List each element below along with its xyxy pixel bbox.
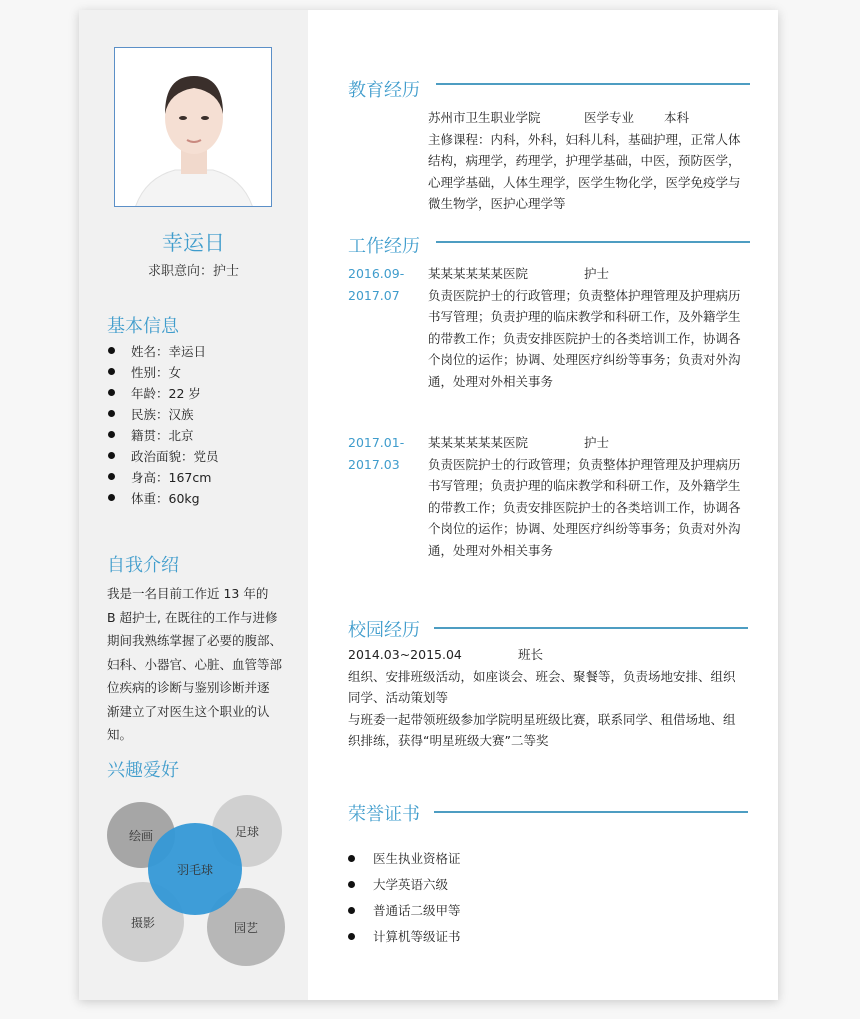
basic-info-item: 身高：167cm (107, 466, 219, 487)
honor-item: 医生执业资格证 (348, 845, 461, 871)
hobby-bubble-gardening: 园艺 (207, 888, 285, 966)
bullet-icon (348, 855, 355, 862)
basic-info-item: 体重：60kg (107, 487, 219, 508)
basic-info-item: 籍贯：北京 (107, 424, 219, 445)
school-name: 苏州市卫生职业学院 (428, 110, 541, 125)
basic-info-item: 年龄：22 岁 (107, 382, 219, 403)
work-org: 某某某某某某医院 (428, 266, 529, 281)
bullet-icon (108, 368, 115, 375)
bullet-icon (108, 389, 115, 396)
honors-title: 荣誉证书 (348, 800, 420, 826)
bullet-icon (348, 907, 355, 914)
job-intent: 求职意向：护士 (147, 264, 239, 279)
bullet-icon (108, 452, 115, 459)
basic-info-item: 民族：汉族 (107, 403, 219, 424)
bullet-icon (108, 347, 115, 354)
bullet-icon (348, 881, 355, 888)
work-entry: 某某某某某某医院 护士 负责医院护士的行政管理；负责整体护理管理及护理病历 书写管理；负责护理的临床教学和科研工作，及外籍学生 的带教工作；负责安排医院护士的各类培训工作，协调各 个岗位的运作；协调、处理医疗纠纷等事务；负责对外沟 通，处理对外相关事务 (428, 263, 758, 392)
honor-item: 普通话二级甲等 (348, 897, 461, 923)
major: 医学专业 (584, 110, 635, 125)
hobby-bubble-badminton: 羽毛球 (148, 823, 242, 915)
hobby-bubble-photography: 摄影 (102, 882, 184, 962)
work-date: 2017.01- 2017.03 (348, 435, 405, 472)
section-divider (434, 627, 748, 629)
portrait-icon (115, 48, 272, 207)
work-title: 工作经历 (348, 232, 420, 258)
hobby-bubble-painting: 绘画 (107, 802, 175, 868)
sidebar (79, 10, 308, 1000)
basic-info-item: 姓名：幸运日 (107, 340, 219, 361)
campus-block: 2014.03~2015.04 班长 组织、安排班级活动，如座谈会、班会、聚餐等，负责场地安排、组织 同学、活动策划等 与班委一起带领班级参加学院明星班级比赛，联系同学、租借场地、组 织排练，获得“明星班级大赛”二等奖 (348, 644, 768, 752)
honors-list (348, 845, 461, 949)
honor-item: 计算机等级证书 (348, 923, 461, 949)
basic-info-title: 基本信息 (107, 316, 179, 337)
profile-photo (114, 47, 272, 207)
bullet-icon (108, 473, 115, 480)
resume-page (79, 10, 778, 1000)
bullet-icon (108, 431, 115, 438)
education-title: 教育经历 (348, 76, 420, 102)
main-content (308, 10, 778, 1000)
work-date: 2016.09- 2017.07 (348, 266, 405, 303)
basic-info-list (107, 340, 219, 508)
work-role: 护士 (584, 435, 610, 450)
bullet-icon (108, 410, 115, 417)
hobby-bubble-football: 足球 (212, 795, 282, 867)
hobbies-bubble-chart (79, 780, 308, 980)
self-intro-title: 自我介绍 (107, 555, 179, 576)
basic-info-item: 性别：女 (107, 361, 219, 382)
basic-info-item: 政治面貌：党员 (107, 445, 219, 466)
education-header (428, 107, 758, 129)
work-org: 某某某某某某医院 (428, 435, 529, 450)
campus-period: 2014.03~2015.04 (348, 647, 462, 662)
education-block: 苏州市卫生职业学院 医学专业 本科 主修课程：内科，外科，妇科儿科，基础护理，正常人体 结构，病理学，药理学，护理学基础，中医，预防医学， 心理学基础，人体生理学，医学生物化学，医学免疫学与 微生物学，医护心理学等 (428, 107, 758, 215)
section-divider (436, 83, 750, 85)
campus-title: 校园经历 (348, 616, 420, 642)
campus-role: 班长 (518, 647, 544, 662)
work-entry: 某某某某某某医院 护士 负责医院护士的行政管理；负责整体护理管理及护理病历 书写管理；负责护理的临床教学和科研工作，及外籍学生 的带教工作；负责安排医院护士的各类培训工作，协调各 个岗位的运作；协调、处理医疗纠纷等事务；负责对外沟 通，处理对外相关事务 (428, 432, 758, 561)
bullet-icon (348, 933, 355, 940)
work-role: 护士 (584, 266, 610, 281)
candidate-name: 幸运日 (162, 231, 225, 255)
hobbies-title: 兴趣爱好 (107, 760, 179, 781)
bullet-icon (108, 494, 115, 501)
section-divider (434, 811, 748, 813)
self-intro-text: 我是一名目前工作近 13 年的 B 超护士, 在既往的工作与进修 期间我熟练掌握了必要的腹部、 妇科、小器官、心脏、血管等部 位疾病的诊断与鉴别诊断并逐 渐建立了对医生这个职业的认 知。 (107, 586, 283, 742)
degree: 本科 (664, 110, 690, 125)
honor-item: 大学英语六级 (348, 871, 461, 897)
section-divider (436, 241, 750, 243)
